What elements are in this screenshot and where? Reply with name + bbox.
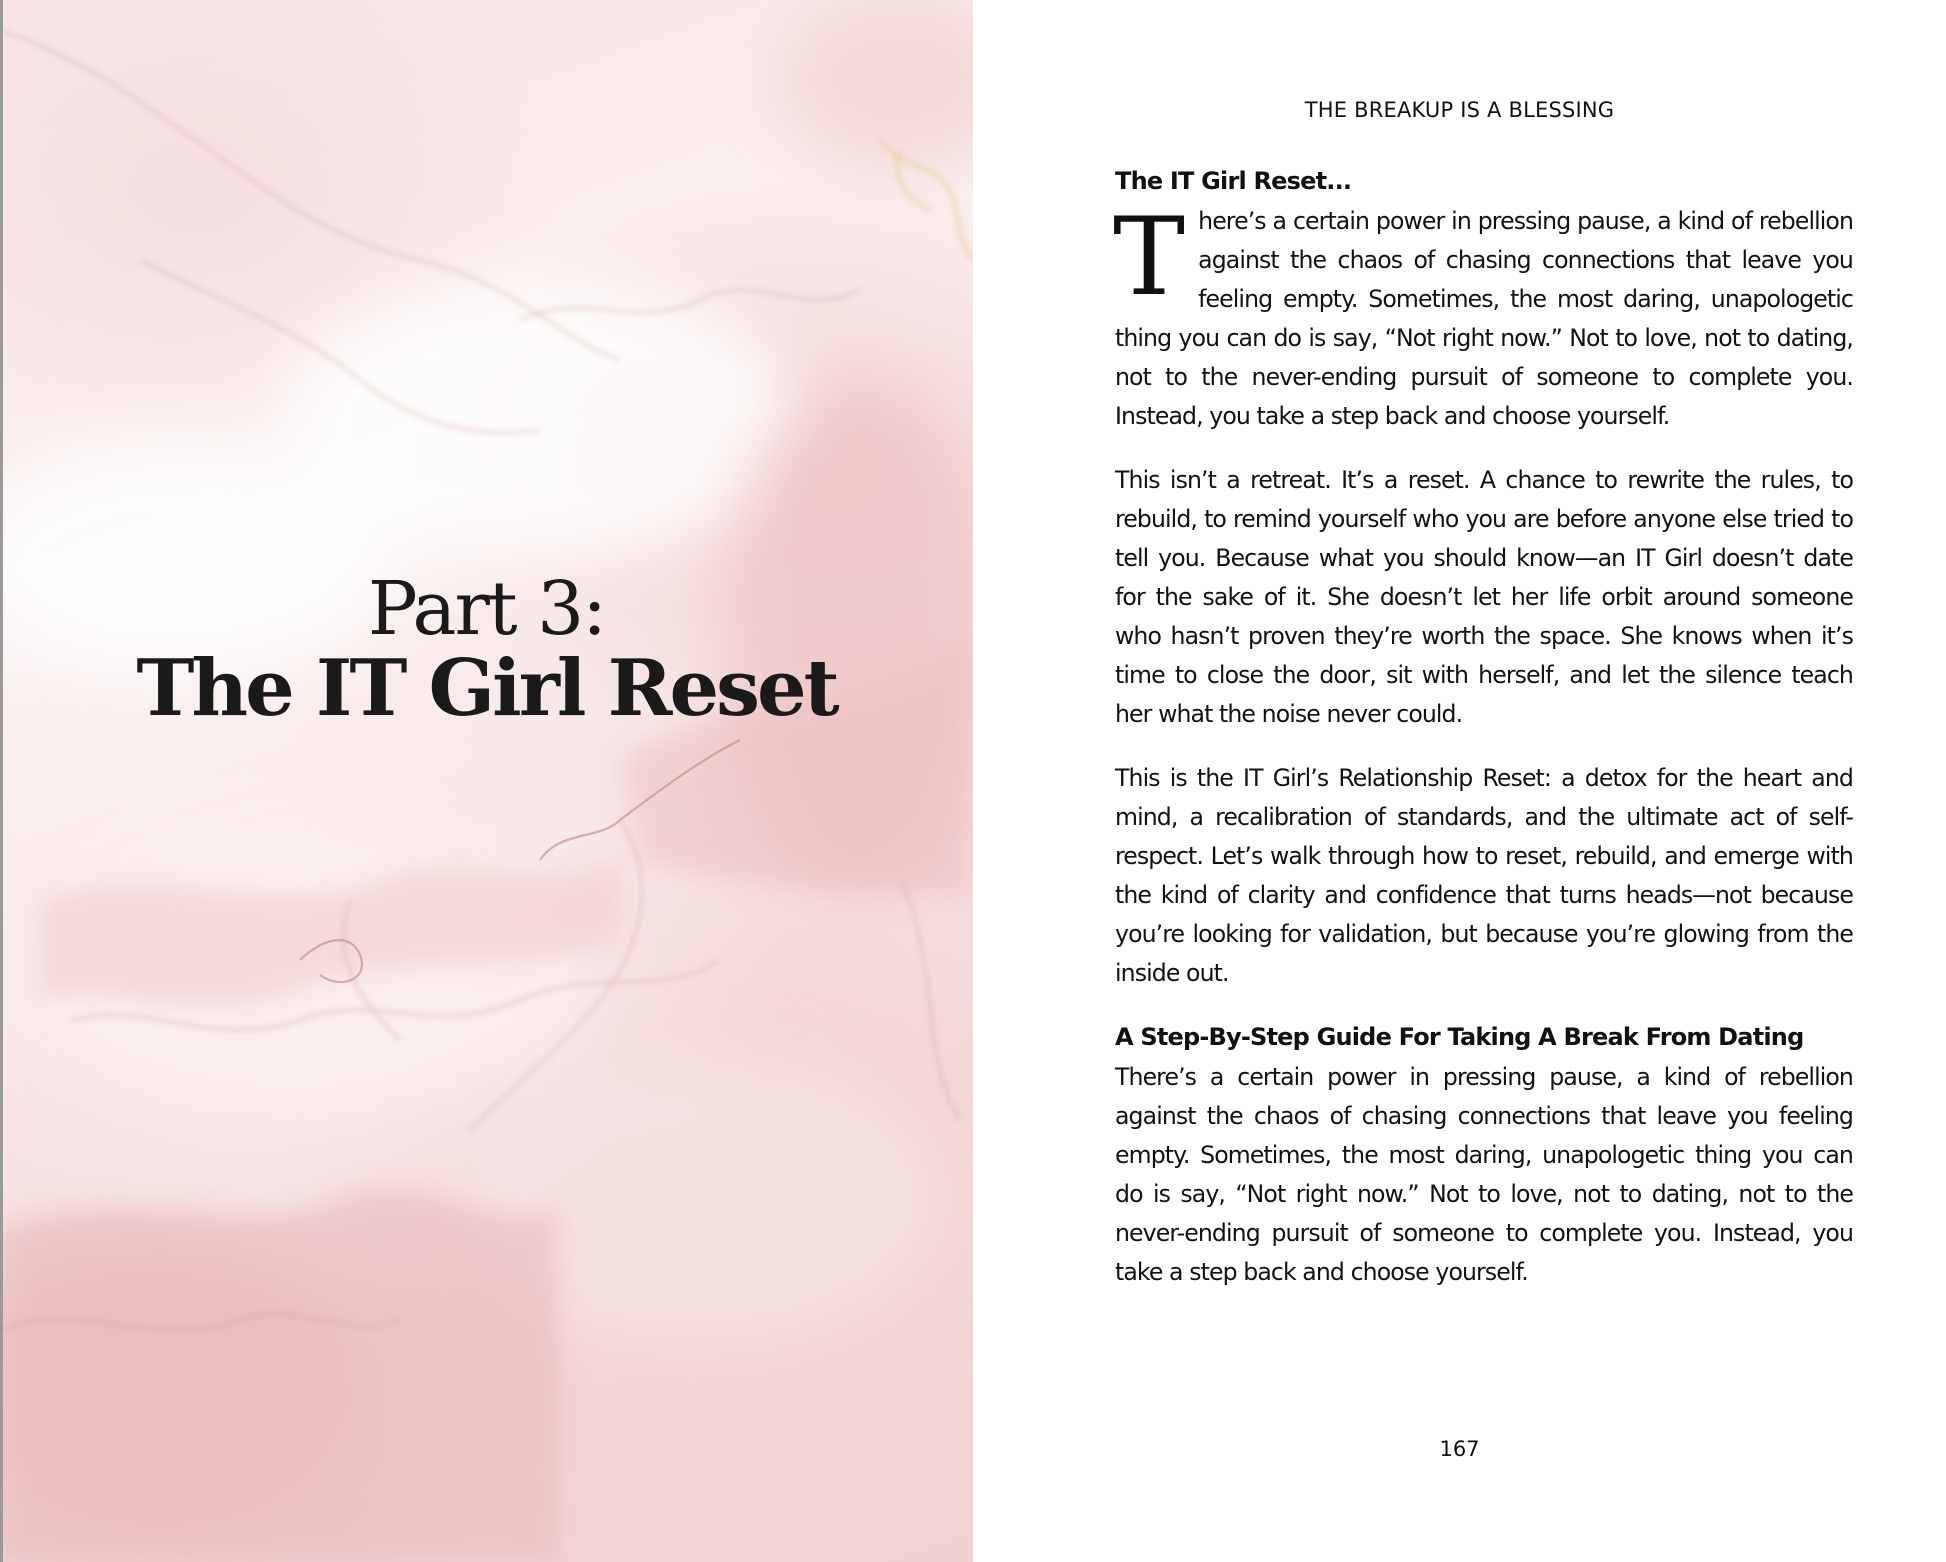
- paragraph-2: This isn’t a retreat. It’s a reset. A chance to rewrite the rules, to rebuild, to remind yourself who you are before anyone else tried to tell you. Because what you should know—an IT Girl doesn’t date for the sake of it. She doesn’t let her life orbit around someone who hasn’t proven they’re worth the space. She knows when it’s time to close the door, sit with herself, and let the silence teach her what the noise never could.: [1115, 466, 1853, 728]
- chapter-text-block: [1115, 162, 1853, 1317]
- paragraph-4: There’s a certain power in pressing pause, a kind of rebellion against the chaos of chasing connections that leave you feeling empty. Sometimes, the most daring, unapologetic thing you can do is say, “Not right now.” Not to love, not to dating, not to the never-ending pursuit of someone to complete you. Instead, you take a step back and choose yourself.: [1115, 1063, 1853, 1286]
- paragraph-1-text: here’s a certain power in pressing pause, a kind of rebellion against the chaos of chasing connections that leave you feeling empty. Sometimes, the most daring, unapologetic thing you can do is say, “Not right now.” Not to love, not to dating, not to the never-ending pursuit of someone to complete you. Instead, you take a step back and choose yourself.: [1115, 207, 1853, 430]
- page-number: 167: [1439, 1437, 1480, 1461]
- part-label: Part 3:: [367, 566, 606, 652]
- drop-cap: T: [1113, 195, 1185, 320]
- section-heading-2: A Step-By-Step Guide For Taking A Break From Dating: [1115, 1023, 1804, 1051]
- page-edge-divider: [0, 0, 3, 1562]
- right-page-text: [973, 0, 1946, 1562]
- paragraph-1: [1113, 195, 1853, 436]
- running-head: THE BREAKUP IS A BLESSING: [1304, 98, 1615, 122]
- section-heading-1: The IT Girl Reset...: [1115, 167, 1352, 195]
- part-title-block: [0, 566, 973, 734]
- paragraph-3: This is the IT Girl’s Relationship Reset: a detox for the heart and mind, a recalibration of standards, and the ultimate act of self-respect. Let’s walk through how to reset, rebuild, and emerge with the kind of clarity and confidence that turns heads—not because you’re looking for validation, but because you’re glowing from the inside out.: [1115, 764, 1853, 987]
- part-title: The IT Girl Reset: [136, 643, 837, 734]
